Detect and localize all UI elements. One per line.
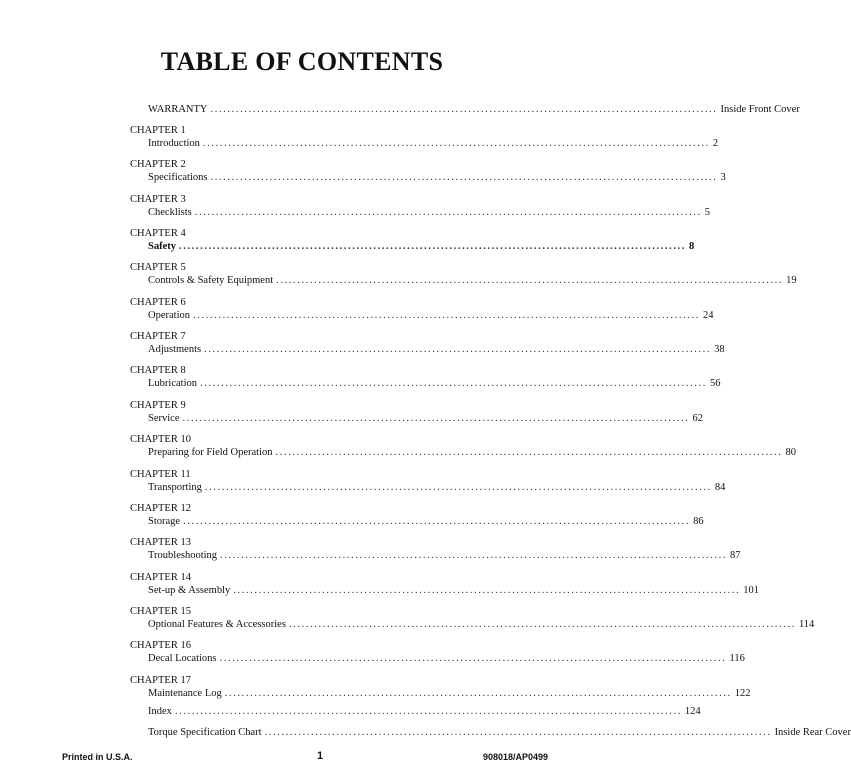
chapter-number: CHAPTER 6 <box>130 297 186 308</box>
toc-entry-page: 2 <box>712 138 719 149</box>
toc-entry-label: Operation <box>148 310 190 321</box>
toc-entry-page: 62 <box>692 413 703 424</box>
dot-leader: ........................................................................................................................ <box>193 310 700 321</box>
toc-entry <box>148 377 721 390</box>
toc-entry-page: 86 <box>693 516 704 527</box>
toc-entry <box>148 687 751 700</box>
footer-page-number: 1 <box>316 750 324 762</box>
toc-entry <box>148 240 695 253</box>
chapter-number: CHAPTER 3 <box>130 194 186 205</box>
chapter-number: CHAPTER 7 <box>130 331 186 342</box>
toc-entry <box>148 206 710 219</box>
dot-leader: ........................................................................................................................ <box>199 378 707 389</box>
toc-entry-label: Index <box>148 706 172 717</box>
dot-leader: ........................................................................................................................ <box>275 447 783 458</box>
footer-doc-number: 908018/AP0499 <box>482 752 548 762</box>
chapter-number: CHAPTER 1 <box>130 125 186 136</box>
toc-entry <box>148 137 719 150</box>
toc-entry-label: Introduction <box>148 138 200 149</box>
toc-entry-label: Specifications <box>148 172 208 183</box>
chapter-number: CHAPTER 11 <box>130 469 191 480</box>
toc-entry-label: Adjustments <box>148 344 202 355</box>
toc-entry-label: Lubrication <box>148 378 197 389</box>
toc-entry-page: 5 <box>704 207 710 218</box>
toc-entry-page: 101 <box>743 585 760 596</box>
toc-entry <box>148 309 714 322</box>
chapter-number: CHAPTER 4 <box>130 228 186 239</box>
page-title: TABLE OF CONTENTS <box>160 47 444 76</box>
toc-entry-page: 19 <box>786 275 797 286</box>
dot-leader: ........................................................................................................................ <box>204 344 712 355</box>
toc-entry-label: Service <box>148 413 180 424</box>
dot-leader: ........................................................................................................................ <box>174 706 682 717</box>
toc-entry <box>148 515 704 528</box>
chapter-number: CHAPTER 12 <box>130 503 191 514</box>
toc-entry-page: 87 <box>730 550 741 561</box>
toc-entry-page: Inside Front Cover <box>720 104 800 115</box>
toc-entry-label: Storage <box>148 516 181 527</box>
toc-entry <box>148 584 760 597</box>
chapter-number: CHAPTER 14 <box>130 572 191 583</box>
chapter-number: CHAPTER 13 <box>130 537 191 548</box>
toc-entry <box>148 549 741 562</box>
toc-entry-page: 24 <box>703 310 714 321</box>
toc-entry-label: Preparing for Field Operation <box>148 447 273 458</box>
toc-entry-label: WARRANTY <box>148 104 208 115</box>
toc-entry-label: Decal Locations <box>148 653 217 664</box>
toc-entry-label: Controls & Safety Equipment <box>148 275 274 286</box>
toc-entry-page: 56 <box>709 378 721 389</box>
toc-entry-label: Checklists <box>148 207 192 218</box>
chapter-number: CHAPTER 16 <box>130 640 191 651</box>
toc-entry-page: 124 <box>684 706 701 717</box>
dot-leader: ........................................................................................................................ <box>264 727 772 738</box>
dot-leader: ........................................................................................................................ <box>210 104 718 115</box>
toc-entry-page: 84 <box>714 482 726 493</box>
toc-entry-page: 8 <box>689 241 695 252</box>
dot-leader: ........................................................................................................................ <box>204 482 712 493</box>
toc-entry <box>148 412 703 425</box>
toc-entry-page: 114 <box>798 619 815 630</box>
chapter-number: CHAPTER 5 <box>130 262 186 273</box>
chapter-number: CHAPTER 17 <box>130 675 191 686</box>
toc-entry-index <box>148 705 701 718</box>
toc-entry-warranty <box>148 103 800 116</box>
dot-leader: ........................................................................................................................ <box>224 688 732 699</box>
toc-entry-label: Torque Specification Chart <box>148 727 262 738</box>
chapter-number: CHAPTER 8 <box>130 365 186 376</box>
toc-entry-label: Maintenance Log <box>148 688 222 699</box>
toc-entry-torque-chart <box>148 726 851 739</box>
dot-leader: ........................................................................................................................ <box>210 172 718 183</box>
dot-leader: ........................................................................................................................ <box>233 585 741 596</box>
dot-leader: ........................................................................................................................ <box>194 207 702 218</box>
footer-printed-in: Printed in U.S.A. <box>62 752 133 762</box>
chapter-number: CHAPTER 9 <box>130 400 186 411</box>
toc-entry-page: 80 <box>785 447 797 458</box>
dot-leader: ........................................................................................................................ <box>276 275 784 286</box>
toc-entry-label: Transporting <box>148 482 202 493</box>
dot-leader: ........................................................................................................................ <box>220 550 728 561</box>
toc-entry-page: Inside Rear Cover <box>774 727 851 738</box>
toc-entry <box>148 481 726 494</box>
dot-leader: ........................................................................................................................ <box>288 619 796 630</box>
dot-leader: ........................................................................................................................ <box>202 138 710 149</box>
dot-leader: ........................................................................................................................ <box>183 516 691 527</box>
dot-leader: ........................................................................................................................ <box>219 653 727 664</box>
toc-entry-label: Optional Features & Accessories <box>148 619 286 630</box>
toc-entry-page: 3 <box>720 172 726 183</box>
toc-entry-page: 116 <box>729 653 745 664</box>
dot-leader: ........................................................................................................................ <box>182 413 690 424</box>
chapter-number: CHAPTER 2 <box>130 159 186 170</box>
toc-entry <box>148 274 797 287</box>
toc-entry-page: 38 <box>714 344 725 355</box>
dot-leader: ........................................................................................................................ <box>179 241 686 252</box>
toc-entry <box>148 171 726 184</box>
toc-entry-label: Safety <box>148 241 176 252</box>
chapter-number: CHAPTER 15 <box>130 606 191 617</box>
chapter-number: CHAPTER 10 <box>130 434 191 445</box>
toc-entry <box>148 652 745 665</box>
toc-entry <box>148 618 815 631</box>
toc-entry <box>148 446 797 459</box>
toc-entry-page: 122 <box>734 688 751 699</box>
toc-entry <box>148 343 725 356</box>
toc-entry-label: Troubleshooting <box>148 550 218 561</box>
toc-entry-label: Set-up & Assembly <box>148 585 231 596</box>
